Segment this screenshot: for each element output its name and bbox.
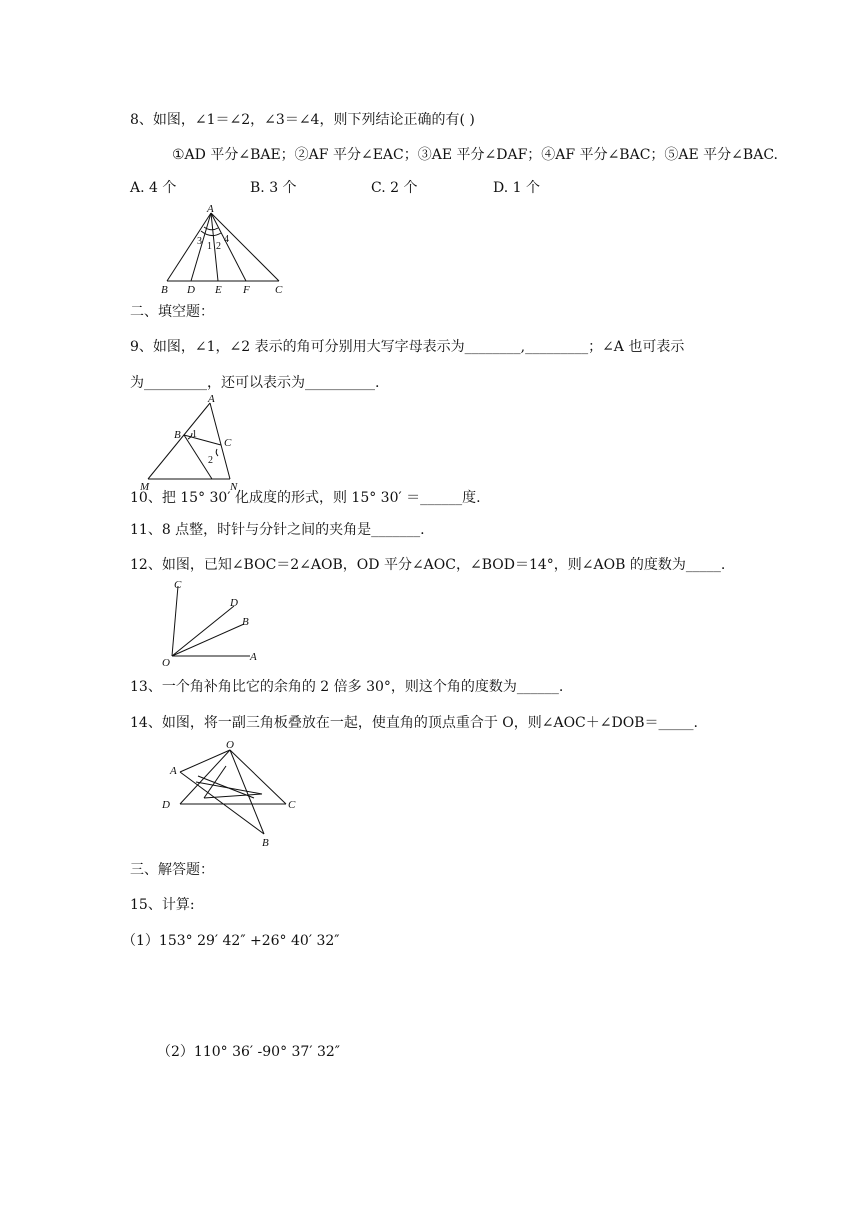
q13-text: 13、一个角补角比它的余角的 2 倍多 30°，则这个角的度数为______. <box>130 679 564 695</box>
q9-label-m: M <box>140 481 150 493</box>
q8-option-b: B. 3 个 <box>250 180 297 196</box>
section-solve-heading: 三、解答题： <box>130 862 214 878</box>
q14-figure <box>158 736 303 848</box>
q8-label-f: F <box>243 284 250 296</box>
section-fill-in-heading: 二、填空题： <box>130 304 214 320</box>
q14-label-c: C <box>288 799 296 811</box>
q8-option-a: A. 4 个 <box>130 180 177 196</box>
q15-part2: （2）110° 36′ -90° 37′ 32″ <box>157 1044 341 1060</box>
q14-text: 14、如图，将一副三角板叠放在一起，使直角的顶点重合于 O，则∠AOC＋∠DOB＝_____. <box>130 715 698 731</box>
q9-label-a: A <box>208 393 215 405</box>
q10-text: 10、把 15° 30′ 化成度的形式，则 15° 30′ ＝______度. <box>130 490 481 506</box>
q12-label-c: C <box>174 579 182 591</box>
q8-label-d: D <box>187 284 195 296</box>
q9-line1: 9、如图，∠1，∠2 表示的角可分别用大写字母表示为________,_________；∠A 也可表示 <box>130 339 685 355</box>
q9-label-1: 1 <box>192 429 197 440</box>
q9-label-n: N <box>230 481 238 493</box>
q9-label-b: B <box>174 429 181 441</box>
q14-label-b: B <box>262 837 269 848</box>
q8-label-1: 1 <box>207 241 212 252</box>
q9-label-2: 2 <box>208 455 213 466</box>
q15-part1: （1）153° 29′ 42″ +26° 40′ 32″ <box>122 933 340 949</box>
q9-figure <box>140 393 250 493</box>
q15-title: 15、计算: <box>130 897 195 913</box>
q8-label-b: B <box>161 284 168 296</box>
q14-label-o: O <box>226 739 234 751</box>
q12-label-d: D <box>230 597 238 609</box>
q8-label-4: 4 <box>224 234 229 245</box>
q8-figure <box>155 205 295 297</box>
q12-figure <box>158 578 268 668</box>
q8-label-e: E <box>215 284 222 296</box>
q8-option-c: C. 2 个 <box>371 180 418 196</box>
q11-text: 11、8 点整，时针与分针之间的夹角是_______. <box>130 522 425 538</box>
q8-label-c: C <box>275 284 283 296</box>
q12-label-o: O <box>162 657 170 668</box>
q14-label-a: A <box>170 765 177 777</box>
q12-text: 12、如图，已知∠BOC＝2∠AOB，OD 平分∠AOC，∠BOD＝14°，则∠AOB 的度数为_____. <box>130 557 726 573</box>
q8-option-d: D. 1 个 <box>493 180 540 196</box>
q8-label-2: 2 <box>216 241 221 252</box>
q9-label-c: C <box>224 437 232 449</box>
q12-label-b: B <box>242 616 249 628</box>
q8-stem: 8、如图，∠1＝∠2，∠3＝∠4，则下列结论正确的有( ) <box>130 112 475 128</box>
q8-label-3: 3 <box>197 236 202 247</box>
q9-line2: 为_________，还可以表示为__________. <box>130 375 380 391</box>
q8-label-a: A <box>207 205 214 215</box>
q12-label-a: A <box>250 651 257 663</box>
q14-label-d: D <box>162 799 170 811</box>
q8-statements: ①AD 平分∠BAE；②AF 平分∠EAC；③AE 平分∠DAF；④AF 平分∠BAC；⑤AE 平分∠BAC. <box>172 147 778 163</box>
